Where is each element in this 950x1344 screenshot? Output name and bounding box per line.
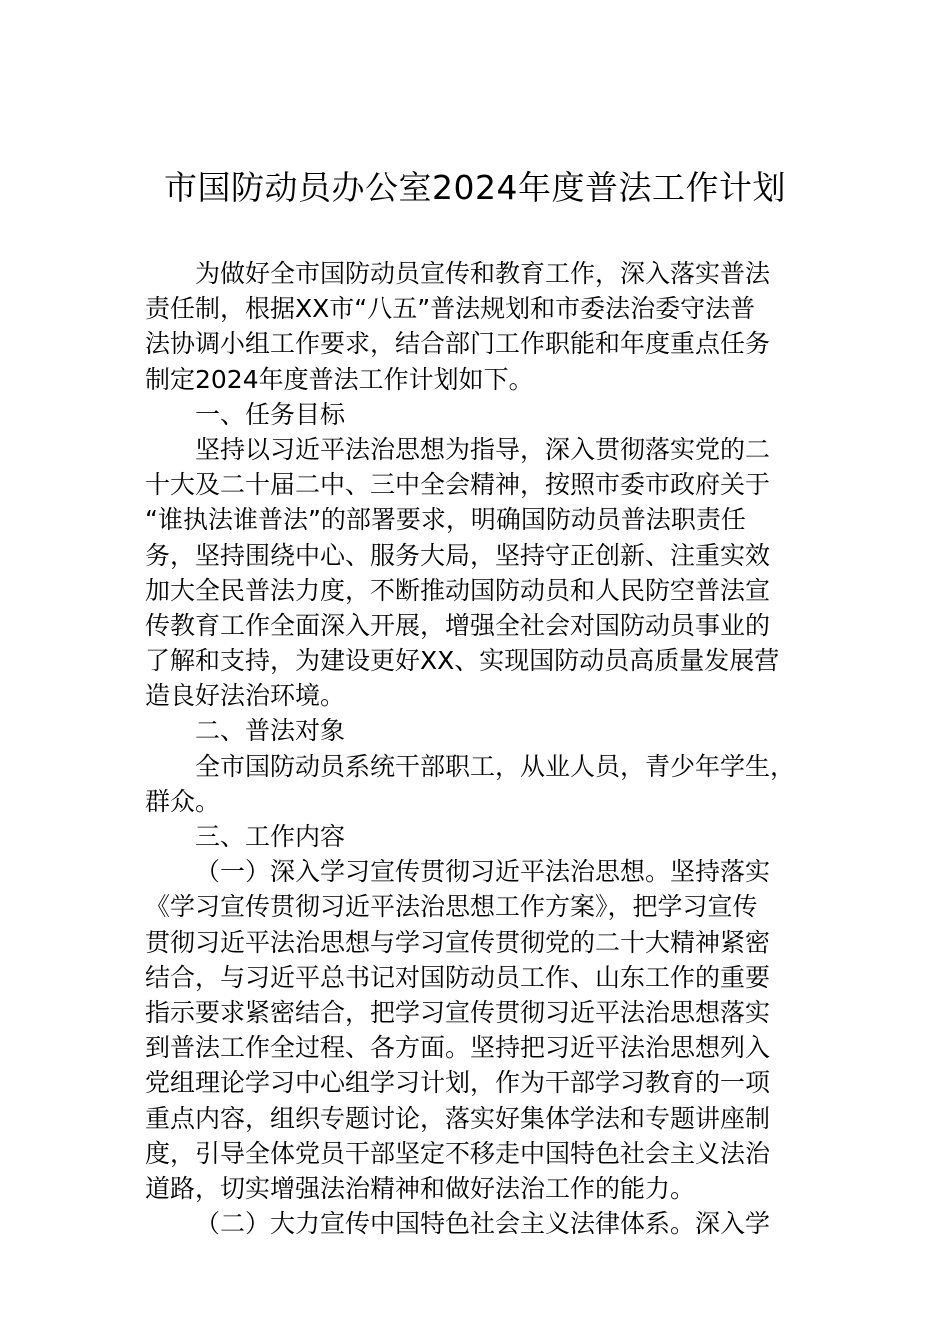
text-line: 责任制，根据XX市“八五”普法规划和市委法治委守法普 xyxy=(145,294,756,324)
text-line: 了解和支持，为建设更好XX、实现国防动员高质量发展营 xyxy=(145,646,780,676)
text-line: 法协调小组工作要求，结合部门工作职能和年度重点任务 xyxy=(145,329,771,359)
text-line: （二）大力宣传中国特色社会主义法律体系。深入学 xyxy=(195,1209,771,1239)
text-line: 一、任务目标 xyxy=(195,399,346,429)
text-line: 加大全民普法力度，不断推动国防动员和人民防空普法宣 xyxy=(145,575,771,605)
text-line: 度，引导全体党员干部坚定不移走中国特色社会主义法治 xyxy=(145,1138,771,1168)
text-line: 全市国防动员系统干部职工，从业人员，青少年学生， xyxy=(195,751,796,781)
text-line: 重点内容，组织专题讨论，落实好集体学法和专题讲座制 xyxy=(145,1103,771,1133)
text-line: 坚持以习近平法治思想为指导，深入贯彻落实党的二 xyxy=(195,434,771,464)
text-line: 十大及二十届二中、三中全会精神，按照市委市政府关于 xyxy=(145,470,771,500)
document-body xyxy=(145,256,830,1241)
text-line: 务，坚持围绕中心、服务大局，坚持守正创新、注重实效 xyxy=(145,540,771,570)
text-line: 造良好法治环境。 xyxy=(145,681,346,711)
text-line: 《学习宣传贯彻习近平法治思想工作方案》，把学习宣传 xyxy=(145,892,758,922)
text-line: 为做好全市国防动员宣传和教育工作，深入落实普法 xyxy=(195,259,771,288)
text-line: 党组理论学习中心组学习计划，作为干部学习教育的一项 xyxy=(145,1068,771,1098)
text-line: 指示要求紧密结合，把学习宣传贯彻习近平法治思想落实 xyxy=(145,997,771,1027)
document-title: 市国防动员办公室2024年度普法工作计划 xyxy=(164,168,786,207)
text-line: 贯彻习近平法治思想与学习宣传贯彻党的二十大精神紧密 xyxy=(145,927,771,957)
text-line: 二、普法对象 xyxy=(195,716,346,746)
text-line: 三、工作内容 xyxy=(195,822,346,851)
text-line: 到普法工作全过程、各方面。坚持把习近平法治思想列入 xyxy=(145,1033,771,1063)
text-line: 道路，切实增强法治精神和做好法治工作的能力。 xyxy=(145,1173,696,1203)
text-line: 传教育工作全面深入开展，增强全社会对国防动员事业的 xyxy=(145,610,771,640)
text-line: 结合，与习近平总书记对国防动员工作、山东工作的重要 xyxy=(145,962,771,992)
text-line: 制定2024年度普法工作计划如下。 xyxy=(145,364,534,394)
text-line: 群众。 xyxy=(145,786,221,816)
text-line: “谁执法谁普法”的部署要求，明确国防动员普法职责任 xyxy=(145,505,746,535)
text-line: （一）深入学习宣传贯彻习近平法治思想。坚持落实 xyxy=(195,857,771,887)
